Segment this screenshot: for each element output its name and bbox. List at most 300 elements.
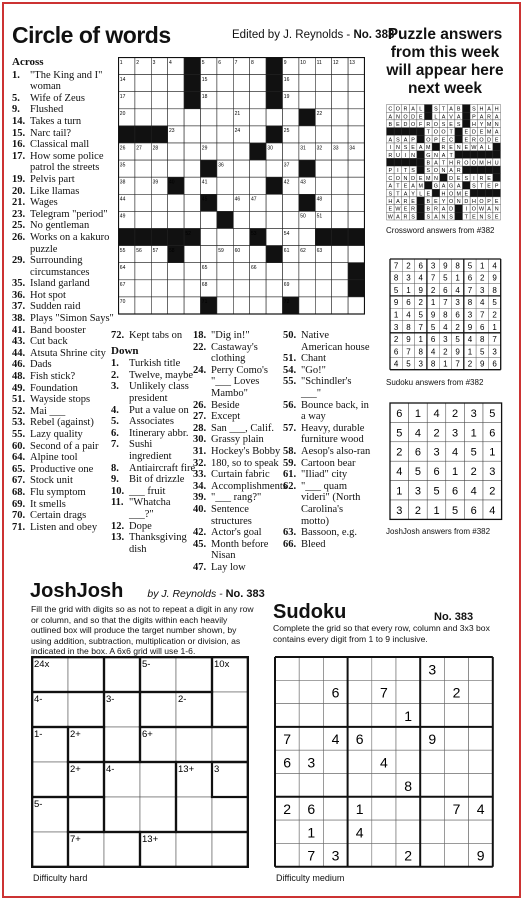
- grid-cell[interactable]: [315, 92, 331, 109]
- grid-cell[interactable]: [315, 263, 331, 280]
- grid-cell[interactable]: [332, 297, 348, 314]
- grid-cell[interactable]: [283, 194, 299, 211]
- clue-number: 9.: [111, 474, 119, 486]
- grid-cell[interactable]: [299, 297, 315, 314]
- grid-cell[interactable]: [151, 92, 167, 109]
- puzzle-cell[interactable]: [396, 797, 420, 820]
- answer-letter: E: [388, 206, 393, 213]
- given-digit: 7: [283, 731, 291, 748]
- puzzle-cell[interactable]: [176, 657, 212, 692]
- grid-cell[interactable]: [135, 297, 151, 314]
- crossword-editor: [232, 29, 394, 41]
- puzzle-cell[interactable]: [212, 832, 248, 867]
- grid-cell[interactable]: [217, 297, 233, 314]
- puzzle-cell[interactable]: [176, 832, 212, 867]
- clue-text: Bounce back, in a way: [301, 399, 369, 423]
- cell-number: 45: [201, 196, 208, 203]
- clue-number: 67.: [12, 475, 26, 487]
- grid-cell[interactable]: [151, 280, 167, 297]
- editor-label: Edited by J. Reynolds -: [232, 29, 354, 41]
- puzzle-cell[interactable]: [323, 704, 347, 727]
- puzzle-cell[interactable]: [323, 797, 347, 820]
- answer-letter: N: [411, 152, 416, 159]
- given-digit: 6: [355, 731, 364, 748]
- grid-cell[interactable]: [348, 160, 364, 177]
- grid-cell[interactable]: [233, 143, 249, 160]
- grid-cell[interactable]: [151, 160, 167, 177]
- answer-digit: 5: [489, 407, 496, 420]
- puzzle-cell[interactable]: [68, 657, 104, 692]
- cell-number: 54: [283, 230, 290, 237]
- grid-cell[interactable]: [266, 160, 282, 177]
- grid-cell[interactable]: [184, 263, 200, 280]
- puzzle-cell[interactable]: [396, 680, 420, 703]
- grid-cell[interactable]: [332, 177, 348, 194]
- answer-letter: V: [449, 114, 453, 121]
- grid-cell[interactable]: [348, 109, 364, 126]
- grid-cell[interactable]: [184, 280, 200, 297]
- clue-number: 45.: [193, 538, 207, 550]
- puzzle-cell[interactable]: [444, 750, 468, 773]
- grid-cell[interactable]: [266, 211, 282, 228]
- puzzle-cell[interactable]: [396, 820, 420, 843]
- puzzle-cell[interactable]: [212, 797, 248, 832]
- grid-cell[interactable]: [135, 109, 151, 126]
- grid-cell[interactable]: [135, 160, 151, 177]
- grid-cell[interactable]: [266, 297, 282, 314]
- clue-number: 47.: [193, 561, 207, 573]
- cell-number: 8: [251, 59, 254, 66]
- grid-cell[interactable]: [184, 246, 200, 263]
- clue-text: ___ fruit: [129, 485, 166, 497]
- grid-cell[interactable]: [184, 211, 200, 228]
- grid-cell[interactable]: [184, 177, 200, 194]
- grid-cell[interactable]: [184, 194, 200, 211]
- grid-cell[interactable]: [217, 126, 233, 143]
- black-square: [463, 120, 471, 128]
- clue-number: 8.: [111, 462, 119, 474]
- grid-cell[interactable]: [250, 297, 266, 314]
- grid-cell[interactable]: [348, 246, 364, 263]
- grid-cell[interactable]: [299, 126, 315, 143]
- puzzle-cell[interactable]: [348, 680, 372, 703]
- puzzle-cell[interactable]: [372, 704, 396, 727]
- puzzle-cell[interactable]: [420, 843, 444, 866]
- grid-cell[interactable]: [151, 75, 167, 92]
- puzzle-cell[interactable]: [469, 680, 493, 703]
- grid-cell[interactable]: [135, 263, 151, 280]
- grid-cell[interactable]: [250, 109, 266, 126]
- grid-cell[interactable]: [233, 75, 249, 92]
- grid-cell[interactable]: [250, 246, 266, 263]
- clue-text: Surrounding circumstances: [30, 255, 90, 278]
- puzzle-cell[interactable]: [212, 727, 248, 762]
- puzzle-cell[interactable]: [444, 774, 468, 797]
- answer-digit: 3: [396, 504, 403, 517]
- puzzle-cell[interactable]: [140, 762, 176, 797]
- answer-letter: S: [388, 191, 393, 198]
- answer-letter: P: [411, 137, 415, 144]
- grid-cell[interactable]: [332, 246, 348, 263]
- grid-cell[interactable]: [299, 280, 315, 297]
- grid-cell[interactable]: [217, 109, 233, 126]
- grid-cell[interactable]: [168, 75, 184, 92]
- given-digit: 6: [307, 801, 316, 818]
- answer-digit: 6: [433, 466, 440, 479]
- answer-letter: O: [448, 199, 454, 205]
- grid-cell[interactable]: [151, 211, 167, 228]
- puzzle-cell[interactable]: [176, 727, 212, 762]
- banner-line: next week: [407, 80, 483, 97]
- grid-cell[interactable]: [250, 160, 266, 177]
- puzzle-cell[interactable]: [444, 820, 468, 843]
- puzzle-cell[interactable]: [299, 704, 323, 727]
- grid-cell[interactable]: [233, 211, 249, 228]
- puzzle-cell[interactable]: [372, 797, 396, 820]
- answer-digit: 2: [418, 298, 423, 308]
- puzzle-cell[interactable]: [469, 727, 493, 750]
- grid-cell[interactable]: [315, 160, 331, 177]
- grid-cell[interactable]: [332, 126, 348, 143]
- clue-number: 48.: [12, 371, 26, 383]
- cell-number: 57: [152, 247, 159, 254]
- grid-cell[interactable]: [135, 194, 151, 211]
- cell-number: 15: [201, 76, 208, 83]
- clue-text: Second of a pair: [30, 440, 99, 452]
- grid-cell[interactable]: [299, 75, 315, 92]
- answer-digit: 7: [467, 285, 473, 295]
- clue-text: Except: [211, 411, 241, 423]
- answer-letter: G: [426, 152, 431, 159]
- grid-cell[interactable]: [348, 177, 364, 194]
- grid-cell[interactable]: [283, 211, 299, 228]
- grid-cell[interactable]: [217, 280, 233, 297]
- answer-letter: R: [479, 175, 484, 182]
- grid-cell[interactable]: [233, 160, 249, 177]
- answer-letter: R: [456, 160, 461, 167]
- grid-cell[interactable]: [168, 143, 184, 160]
- puzzle-cell[interactable]: [275, 820, 299, 843]
- grid-cell[interactable]: [233, 229, 249, 246]
- puzzle-cell[interactable]: [104, 657, 140, 692]
- grid-cell[interactable]: [217, 194, 233, 211]
- puzzle-cell[interactable]: [420, 680, 444, 703]
- clue-number: 61.: [283, 469, 297, 481]
- answer-digit: 2: [406, 261, 411, 271]
- cell-number: 55: [119, 247, 126, 254]
- puzzle-cell[interactable]: [299, 727, 323, 750]
- grid-cell[interactable]: [332, 194, 348, 211]
- grid-cell[interactable]: [201, 109, 217, 126]
- grid-cell[interactable]: [151, 109, 167, 126]
- grid-cell[interactable]: [283, 263, 299, 280]
- grid-cell[interactable]: [315, 177, 331, 194]
- clue-number: 46.: [12, 359, 26, 371]
- puzzle-cell[interactable]: [348, 750, 372, 773]
- answer-digit: 5: [396, 427, 403, 440]
- puzzle-cell[interactable]: [372, 727, 396, 750]
- grid-cell[interactable]: [184, 126, 200, 143]
- puzzle-cell[interactable]: [396, 657, 420, 680]
- puzzle-cell[interactable]: [32, 762, 68, 797]
- clue: [12, 232, 118, 255]
- grid-cell[interactable]: [332, 92, 348, 109]
- grid-cell[interactable]: [168, 160, 184, 177]
- grid-cell[interactable]: [348, 75, 364, 92]
- grid-cell[interactable]: [315, 126, 331, 143]
- grid-cell[interactable]: [168, 297, 184, 314]
- grid-cell[interactable]: [266, 109, 282, 126]
- grid-cell[interactable]: [283, 143, 299, 160]
- puzzle-cell[interactable]: [140, 692, 176, 727]
- black-square: [394, 128, 402, 136]
- grid-cell[interactable]: [168, 92, 184, 109]
- answer-letter: E: [487, 175, 491, 182]
- answer-letter: M: [456, 191, 461, 198]
- puzzle-cell[interactable]: [68, 692, 104, 727]
- grid-cell[interactable]: [151, 194, 167, 211]
- clue: [111, 439, 197, 462]
- puzzle-cell[interactable]: [275, 657, 299, 680]
- clue-number: 3.: [111, 381, 119, 393]
- grid-cell[interactable]: [168, 211, 184, 228]
- grid-cell[interactable]: [201, 211, 217, 228]
- answer-letter: I: [389, 145, 392, 152]
- answer-letter: O: [471, 206, 477, 213]
- puzzle-cell[interactable]: [469, 657, 493, 680]
- grid-cell[interactable]: [250, 126, 266, 143]
- grid-cell[interactable]: [217, 177, 233, 194]
- grid-cell[interactable]: [348, 297, 364, 314]
- cell-number: 14: [119, 76, 126, 83]
- clue: [193, 539, 283, 562]
- answer-letter: D: [449, 206, 454, 213]
- puzzle-cell[interactable]: [176, 797, 212, 832]
- clue-number: 40.: [193, 503, 207, 515]
- puzzle-cell[interactable]: [469, 750, 493, 773]
- puzzle-cell[interactable]: [140, 797, 176, 832]
- puzzle-cell[interactable]: [396, 727, 420, 750]
- grid-cell[interactable]: [266, 263, 282, 280]
- grid-cell[interactable]: [250, 92, 266, 109]
- grid-cell[interactable]: [184, 160, 200, 177]
- puzzle-cell[interactable]: [104, 727, 140, 762]
- black-square: [266, 126, 282, 143]
- grid-cell[interactable]: [250, 75, 266, 92]
- grid-cell[interactable]: [332, 263, 348, 280]
- puzzle-cell[interactable]: [444, 843, 468, 866]
- puzzle-cell[interactable]: [372, 820, 396, 843]
- grid-cell[interactable]: [332, 75, 348, 92]
- grid-cell[interactable]: [266, 280, 282, 297]
- sudoku-grid[interactable]: [274, 656, 496, 868]
- cell-number: 71: [201, 299, 208, 306]
- grid-cell[interactable]: [332, 109, 348, 126]
- grid-cell[interactable]: [168, 280, 184, 297]
- puzzle-cell[interactable]: [275, 680, 299, 703]
- grid-cell[interactable]: [233, 177, 249, 194]
- grid-cell[interactable]: [217, 143, 233, 160]
- puzzle-cell[interactable]: [323, 774, 347, 797]
- answer-letter: E: [479, 129, 484, 136]
- grid-cell[interactable]: [233, 297, 249, 314]
- answer-digit: 4: [393, 359, 399, 369]
- clue-text: Native American house: [301, 330, 370, 353]
- clue: [111, 381, 197, 404]
- puzzle-cell[interactable]: [212, 692, 248, 727]
- answer-digit: 1: [433, 504, 440, 517]
- grid-cell[interactable]: [135, 92, 151, 109]
- crossword-answers-caption: Crossword answers from #382: [386, 226, 495, 235]
- grid-cell[interactable]: [299, 229, 315, 246]
- answer-letter: A: [449, 168, 453, 175]
- grid-cell[interactable]: [201, 246, 217, 263]
- answer-digit: 5: [443, 273, 448, 283]
- clue-number: 15.: [12, 127, 26, 139]
- puzzle-cell[interactable]: [299, 657, 323, 680]
- grid-cell[interactable]: [348, 211, 364, 228]
- joshjosh-grid[interactable]: [31, 656, 249, 868]
- puzzle-cell[interactable]: [444, 727, 468, 750]
- grid-cell[interactable]: [315, 297, 331, 314]
- grid-cell[interactable]: [184, 143, 200, 160]
- answer-letter: T: [426, 129, 430, 136]
- grid-cell[interactable]: [348, 126, 364, 143]
- grid-cell[interactable]: [332, 280, 348, 297]
- puzzle-cell[interactable]: [275, 704, 299, 727]
- answer-digit: 7: [418, 322, 423, 332]
- answer-letter: A: [479, 145, 484, 152]
- answer-letter: O: [433, 122, 439, 128]
- grid-cell[interactable]: [151, 297, 167, 314]
- answer-letter: F: [419, 122, 423, 128]
- puzzle-cell[interactable]: [323, 657, 347, 680]
- puzzle-cell[interactable]: [420, 704, 444, 727]
- answer-letter: E: [434, 199, 438, 205]
- clue: [283, 527, 371, 539]
- grid-cell[interactable]: [332, 160, 348, 177]
- clue-number: 25.: [12, 220, 26, 232]
- grid-cell[interactable]: [315, 75, 331, 92]
- clue-text: Twelve, maybe: [129, 369, 193, 381]
- puzzle-cell[interactable]: [420, 750, 444, 773]
- answer-digit: 6: [489, 427, 496, 440]
- grid-cell[interactable]: [168, 194, 184, 211]
- grid-cell[interactable]: [299, 92, 315, 109]
- puzzle-cell[interactable]: [104, 797, 140, 832]
- answer-digit: 3: [480, 285, 485, 295]
- puzzle-cell[interactable]: [275, 774, 299, 797]
- grid-cell[interactable]: [217, 263, 233, 280]
- cell-number: 38: [119, 179, 126, 186]
- clue-text: Sudden raid: [30, 301, 81, 313]
- puzzle-cell[interactable]: [323, 820, 347, 843]
- grid-cell[interactable]: [201, 126, 217, 143]
- puzzle-cell[interactable]: [469, 704, 493, 727]
- puzzle-cell[interactable]: [275, 843, 299, 866]
- grid-cell[interactable]: [135, 211, 151, 228]
- grid-cell[interactable]: [266, 229, 282, 246]
- grid-cell[interactable]: [266, 194, 282, 211]
- answer-letter: R: [411, 206, 416, 213]
- puzzle-cell[interactable]: [444, 657, 468, 680]
- puzzle-cell[interactable]: [348, 774, 372, 797]
- puzzle-cell[interactable]: [68, 797, 104, 832]
- clue-text: Thanksgiving dish: [129, 532, 187, 555]
- grid-cell[interactable]: [348, 194, 364, 211]
- puzzle-cell[interactable]: [323, 750, 347, 773]
- grid-cell[interactable]: [135, 280, 151, 297]
- grid-cell[interactable]: [135, 177, 151, 194]
- puzzle-cell[interactable]: [299, 774, 323, 797]
- puzzle-cell[interactable]: [420, 820, 444, 843]
- puzzle-cell[interactable]: [469, 820, 493, 843]
- answer-digit: 4: [430, 347, 436, 357]
- answer-letter: T: [396, 191, 400, 198]
- crossword-grid[interactable]: [118, 57, 365, 315]
- answer-letter: N: [433, 175, 438, 182]
- answer-digit: 4: [470, 485, 477, 498]
- puzzle-cell[interactable]: [469, 774, 493, 797]
- grid-cell[interactable]: [250, 280, 266, 297]
- puzzle-cell[interactable]: [420, 774, 444, 797]
- grid-cell[interactable]: [233, 92, 249, 109]
- answer-letter: R: [433, 206, 438, 213]
- grid-cell[interactable]: [184, 297, 200, 314]
- grid-cell[interactable]: [168, 109, 184, 126]
- grid-cell[interactable]: [283, 109, 299, 126]
- grid-cell[interactable]: [135, 75, 151, 92]
- answer-letter: I: [473, 175, 475, 182]
- joshjosh-difficulty: Difficulty hard: [33, 873, 88, 883]
- puzzle-cell[interactable]: [444, 704, 468, 727]
- black-square: [299, 160, 315, 177]
- puzzle-cell[interactable]: [372, 774, 396, 797]
- grid-cell[interactable]: [217, 75, 233, 92]
- clue-text: Heavy, durable furniture wood: [301, 422, 365, 446]
- puzzle-cell[interactable]: [372, 843, 396, 866]
- puzzle-cell[interactable]: [396, 750, 420, 773]
- grid-cell[interactable]: [348, 92, 364, 109]
- puzzle-cell[interactable]: [299, 680, 323, 703]
- grid-cell[interactable]: [201, 229, 217, 246]
- grid-cell[interactable]: [184, 109, 200, 126]
- grid-cell[interactable]: [168, 263, 184, 280]
- grid-cell[interactable]: [233, 263, 249, 280]
- grid-cell[interactable]: [151, 263, 167, 280]
- grid-cell[interactable]: [217, 92, 233, 109]
- puzzle-cell[interactable]: [32, 832, 68, 867]
- grid-cell[interactable]: [315, 280, 331, 297]
- black-square: [432, 189, 440, 197]
- answer-letter: S: [426, 214, 431, 221]
- grid-cell[interactable]: [332, 211, 348, 228]
- grid-cell[interactable]: [217, 229, 233, 246]
- puzzle-cell[interactable]: [104, 832, 140, 867]
- puzzle-cell[interactable]: [372, 657, 396, 680]
- grid-cell[interactable]: [250, 211, 266, 228]
- grid-cell[interactable]: [299, 263, 315, 280]
- puzzle-cell[interactable]: [420, 797, 444, 820]
- puzzle-cell[interactable]: [348, 843, 372, 866]
- clue-number: 16.: [12, 139, 26, 151]
- grid-cell[interactable]: [250, 177, 266, 194]
- answer-letter: T: [396, 183, 400, 190]
- puzzle-cell[interactable]: [348, 704, 372, 727]
- clue-number: 68.: [12, 486, 26, 498]
- puzzle-cell[interactable]: [348, 657, 372, 680]
- grid-cell[interactable]: [233, 280, 249, 297]
